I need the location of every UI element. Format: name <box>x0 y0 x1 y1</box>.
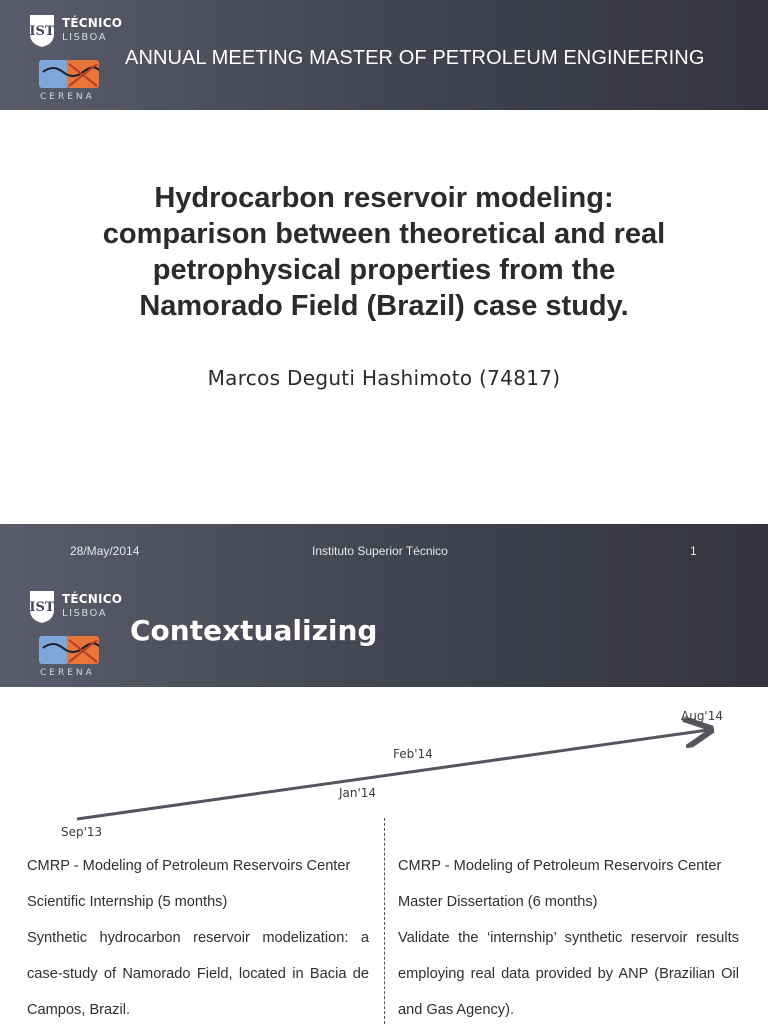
dissertation-role: Master Dissertation (6 months) <box>398 894 598 910</box>
tecnico-logo-subtitle: LISBOA <box>62 608 108 619</box>
description-line: and Gas Agency). <box>398 1002 515 1018</box>
column-divider <box>384 818 385 1024</box>
cerena-emblem-icon <box>39 58 101 92</box>
presentation-title <box>40 180 728 324</box>
cerena-logo-name: CERENA <box>40 92 95 102</box>
section-title: Contextualizing <box>130 614 378 647</box>
timeline-label-sep13: Sep'13 <box>61 825 103 839</box>
cerena-logo-name: CERENA <box>40 668 95 678</box>
description-line: employing real data provided by ANP (Brazilian Oil <box>398 966 739 982</box>
slide1-footer <box>0 524 768 578</box>
cerena-logo <box>39 634 103 680</box>
tecnico-logo-name: TÉCNICO <box>62 592 123 606</box>
meeting-title: ANNUAL MEETING MASTER OF PETROLEUM ENGINEERING <box>125 47 705 69</box>
footer-institution: Instituto Superior Técnico <box>312 544 448 558</box>
description-line: Campos, Brazil. <box>27 1002 130 1018</box>
cerena-emblem-icon <box>39 634 101 668</box>
footer-page-number: 1 <box>690 544 697 558</box>
title-line: Hydrocarbon reservoir modeling: <box>154 182 614 214</box>
tecnico-logo <box>29 590 129 626</box>
slide2-header <box>0 578 768 687</box>
title-line: Namorado Field (Brazil) case study. <box>139 290 629 322</box>
timeline-label-aug14: Aug'14 <box>681 709 723 723</box>
description-line: Validate the ‘internship’ synthetic reservoir results <box>398 930 739 946</box>
description-line: case-study of Namorado Field, located in Bacia de <box>27 966 369 982</box>
center-name: CMRP - Modeling of Petroleum Reservoirs Center <box>27 858 351 874</box>
title-line: comparison between theoretical and real <box>102 218 666 250</box>
timeline-label-feb14: Feb'14 <box>393 747 433 761</box>
timeline-label-jan14: Jan'14 <box>339 786 377 800</box>
footer-date: 28/May/2014 <box>70 544 140 558</box>
tecnico-logo-subtitle: LISBOA <box>62 32 108 43</box>
slide1-header <box>0 0 768 110</box>
tecnico-logo-name: TÉCNICO <box>62 16 123 30</box>
dissertation-column <box>398 848 739 1028</box>
tecnico-shield-icon <box>29 590 55 624</box>
svg-text:IST: IST <box>29 24 55 39</box>
tecnico-shield-icon <box>29 14 55 48</box>
internship-role: Scientific Internship (5 months) <box>27 894 228 910</box>
internship-column <box>27 848 369 1028</box>
title-line: petrophysical properties from the <box>152 254 616 286</box>
tecnico-logo <box>29 14 129 50</box>
cerena-logo <box>39 58 103 104</box>
author-name: Marcos Deguti Hashimoto (74817) <box>207 366 561 390</box>
description-line: Synthetic hydrocarbon reservoir modelization: a <box>27 930 369 946</box>
center-name: CMRP - Modeling of Petroleum Reservoirs Center <box>398 858 722 874</box>
svg-text:IST: IST <box>29 600 55 615</box>
